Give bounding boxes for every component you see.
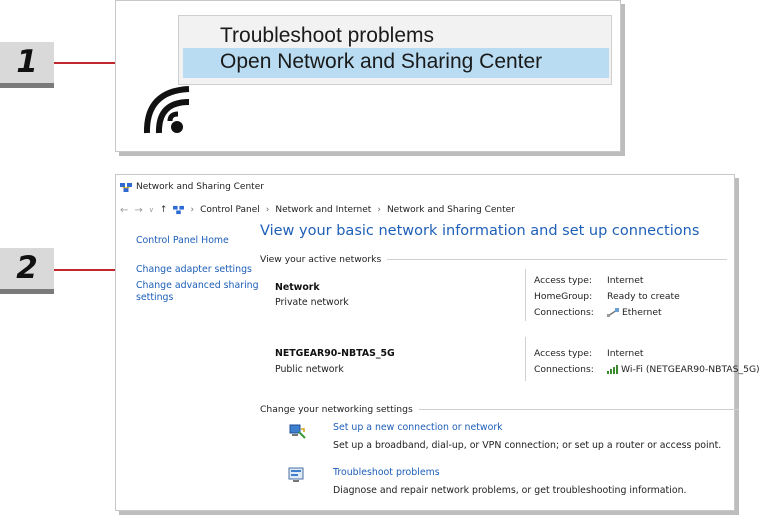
- network-center-icon: [173, 205, 184, 215]
- wifi-context-menu-screenshot: [115, 0, 621, 152]
- breadcrumb-control-panel[interactable]: Control Panel: [200, 205, 260, 215]
- network-sharing-center-window: [115, 174, 760, 511]
- active-networks-label: View your active networks: [260, 254, 382, 265]
- breadcrumb-separator: ›: [190, 205, 195, 215]
- homegroup-label: HomeGroup:: [534, 291, 593, 302]
- active-networks-header: [260, 254, 727, 265]
- sidebar-control-panel-home[interactable]: Control Panel Home: [136, 235, 229, 246]
- chevron-down-icon[interactable]: ∨: [148, 206, 154, 214]
- step-badge-underline: [0, 289, 54, 294]
- access-type-label: Access type:: [534, 275, 592, 286]
- page-title: View your basic network information and set up connections: [260, 223, 700, 239]
- troubleshoot-problems-link[interactable]: Troubleshoot problems: [333, 467, 440, 478]
- wifi-icon[interactable]: [142, 71, 192, 137]
- sidebar-change-adapter-settings[interactable]: Change adapter settings: [136, 264, 252, 275]
- access-type-label: Access type:: [534, 348, 592, 359]
- sidebar-advanced-line2: settings: [136, 292, 174, 303]
- breadcrumb-network-internet[interactable]: Network and Internet: [275, 205, 372, 215]
- new-connection-icon: [288, 422, 306, 440]
- menu-item-troubleshoot[interactable]: Troubleshoot problems: [220, 24, 434, 47]
- connections-label: Connections:: [534, 364, 594, 375]
- address-bar[interactable]: [120, 202, 515, 218]
- sidebar-advanced-line1: Change advanced sharing: [136, 280, 259, 291]
- change-settings-header: [260, 404, 739, 415]
- wifi-signal-icon: [607, 365, 618, 374]
- ethernet-icon: [607, 308, 619, 317]
- breadcrumb-separator: ›: [265, 205, 270, 215]
- access-type-value: Internet: [607, 275, 644, 286]
- callout-line-2: [54, 269, 122, 271]
- breadcrumb-network-center[interactable]: Network and Sharing Center: [386, 205, 515, 215]
- network-category[interactable]: Public network: [275, 364, 344, 375]
- divider: [387, 259, 727, 260]
- connections-label: Connections:: [534, 307, 594, 318]
- menu-item-open-network-center-label: Open Network and Sharing Center: [220, 50, 543, 73]
- ethernet-connection-label: Ethernet: [622, 307, 662, 318]
- step-number-2: 2: [16, 250, 38, 286]
- setup-connection-link[interactable]: Set up a new connection or network: [333, 422, 503, 433]
- step-badge-2: [0, 248, 54, 294]
- step-badge-1: [0, 42, 54, 88]
- troubleshoot-icon: [288, 466, 306, 484]
- ethernet-connection-link[interactable]: [607, 307, 662, 318]
- step-number-1: 1: [16, 44, 38, 80]
- step-badge-underline: [0, 83, 54, 88]
- setup-connection-desc: Set up a broadband, dial-up, or VPN connection; or set up a router or access point.: [333, 440, 722, 451]
- network-category[interactable]: Private network: [275, 297, 349, 308]
- troubleshoot-problems-desc: Diagnose and repair network problems, or get troubleshooting information.: [333, 485, 687, 496]
- access-type-value: Internet: [607, 348, 644, 359]
- window-title: Network and Sharing Center: [136, 182, 264, 192]
- network-name: Network: [275, 282, 320, 293]
- window-titlebar: [120, 179, 264, 195]
- wifi-connection-label: Wi-Fi (NETGEAR90-NBTAS_5G): [621, 364, 760, 375]
- divider: [419, 409, 739, 410]
- up-arrow-icon[interactable]: ↑: [159, 205, 168, 215]
- wifi-connection-link[interactable]: [607, 364, 760, 375]
- context-menu: [178, 15, 612, 85]
- menu-item-open-network-center[interactable]: [183, 48, 609, 78]
- divider: [525, 269, 526, 321]
- homegroup-link[interactable]: Ready to create: [607, 291, 680, 302]
- network-name: NETGEAR90-NBTAS_5G: [275, 348, 395, 359]
- breadcrumb-separator: ›: [377, 205, 381, 215]
- change-settings-label: Change your networking settings: [260, 404, 413, 415]
- forward-arrow-icon[interactable]: →: [134, 204, 143, 216]
- network-center-icon: [120, 182, 132, 193]
- divider: [525, 337, 526, 381]
- sidebar-change-advanced-sharing[interactable]: [136, 280, 259, 304]
- back-arrow-icon[interactable]: ←: [120, 204, 129, 216]
